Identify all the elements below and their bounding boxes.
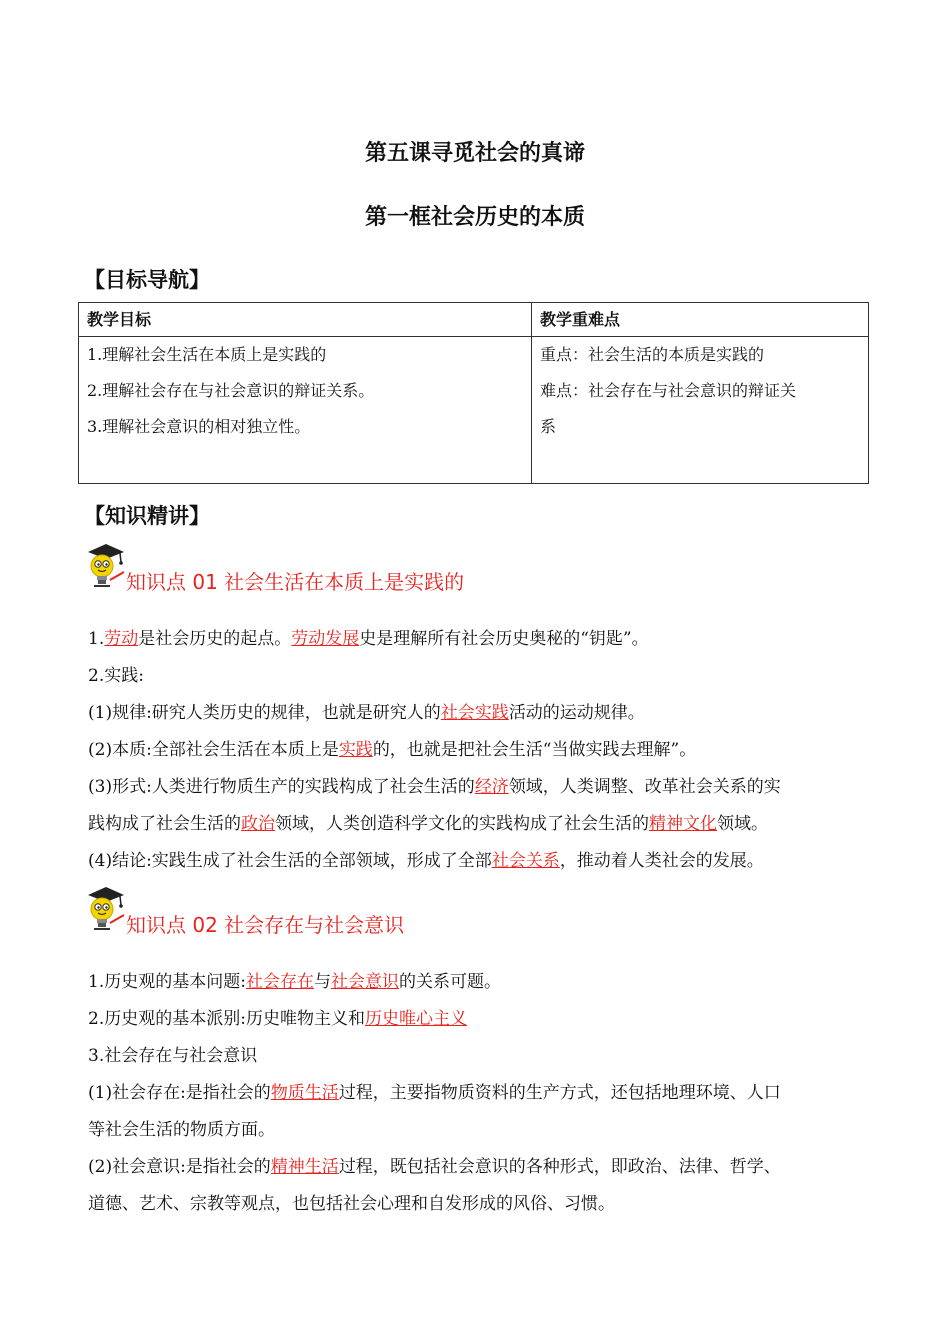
highlighted-term: 精神生活 — [270, 1157, 339, 1177]
section-knowledge-heading: 【知识精讲】 — [84, 504, 210, 528]
lesson-title: 第五课寻觅社会的真谛 — [364, 141, 585, 166]
goals-table — [78, 302, 869, 484]
text-run: 领域，人类创造科学文化的实践构成了社会生活的 — [275, 814, 649, 834]
text-run: 是社会历史的起点。 — [138, 629, 292, 649]
keypoint-item: 系 — [540, 417, 557, 436]
paragraph-line — [88, 843, 868, 880]
kp1-title: 知识点 01 社会生活在本质上是实践的 — [126, 570, 465, 594]
text-run: 领域。 — [717, 814, 768, 834]
text-run: 2.历史观的基本派别:历史唯物主义和 — [88, 1009, 365, 1029]
kp1-body — [88, 621, 868, 880]
text-run: 1. — [88, 629, 105, 649]
paragraph-line — [88, 964, 868, 1001]
highlighted-term: 经济 — [474, 777, 509, 797]
paragraph-line — [88, 1001, 868, 1038]
keypoints-cell — [532, 337, 869, 484]
keypoint-item: 难点：社会存在与社会意识的辩证关 — [540, 381, 797, 400]
paragraph-line — [88, 806, 868, 843]
text-run: (3)形式:人类进行物质生产的实践构成了社会生活的 — [88, 777, 475, 797]
text-run: 的关系可题。 — [398, 972, 501, 992]
text-run: 2.实践: — [88, 666, 144, 686]
text-run: (4)结论:实践生成了社会生活的全部领域，形成了全部 — [88, 851, 492, 871]
paragraph-line — [88, 769, 868, 806]
paragraph-line — [88, 621, 868, 658]
paragraph-line — [88, 1075, 868, 1112]
highlighted-term: 精神文化 — [649, 814, 717, 834]
paragraph-line — [88, 1038, 868, 1075]
highlighted-term: 社会关系 — [491, 851, 560, 871]
goals-header-objectives: 教学目标 — [79, 303, 532, 337]
text-run: 等社会生活的物质方面。 — [88, 1120, 275, 1140]
text-run: 3.社会存在与社会意识 — [88, 1046, 258, 1066]
text-run: 史是理解所有社会历史奥秘的“钥匙”。 — [359, 629, 649, 649]
graduate-lightbulb-icon — [84, 883, 128, 935]
highlighted-term: 社会实践 — [440, 703, 509, 723]
text-run: 过程，主要指物质资料的生产方式，还包括地理环境、人口 — [338, 1083, 781, 1103]
section-goals-heading: 【目标导航】 — [84, 268, 210, 292]
paragraph-line — [88, 1112, 868, 1149]
text-run: 道德、艺术、宗教等观点，也包括社会心理和自发形成的风俗、习惯。 — [88, 1194, 615, 1214]
goals-header-keypoints: 教学重难点 — [532, 303, 869, 337]
text-run: 的，也就是把社会生活“当做实践去理解”。 — [372, 740, 697, 760]
text-run: 领域，人类调整、改革社会关系的实 — [508, 777, 781, 797]
kp2-title: 知识点 02 社会存在与社会意识 — [126, 913, 405, 937]
highlighted-term: 历史唯心主义 — [364, 1009, 467, 1029]
kp2-body — [88, 964, 868, 1223]
text-run: (2)社会意识:是指社会的 — [88, 1157, 271, 1177]
highlighted-term: 劳动发展 — [291, 629, 360, 649]
text-run: 践构成了社会生活的 — [88, 814, 241, 834]
text-run: 过程，既包括社会意识的各种形式，即政治、法律、哲学、 — [338, 1157, 781, 1177]
keypoint-item: 重点：社会生活的本质是实践的 — [540, 345, 765, 364]
paragraph-line — [88, 695, 868, 732]
highlighted-term: 政治 — [241, 814, 275, 834]
frame-title: 第一框社会历史的本质 — [364, 205, 585, 230]
objective-item: 2.理解社会存在与社会意识的辩证关系。 — [87, 381, 375, 400]
paragraph-line — [88, 1186, 868, 1223]
text-run: 1.历史观的基本问题: — [88, 972, 246, 992]
highlighted-term: 物质生活 — [270, 1083, 339, 1103]
objective-item: 1.理解社会生活在本质上是实践的 — [87, 345, 327, 364]
text-run: 与 — [313, 972, 331, 992]
highlighted-term: 劳动 — [104, 629, 139, 649]
objective-item: 3.理解社会意识的相对独立性。 — [87, 417, 311, 436]
paragraph-line — [88, 1149, 868, 1186]
text-run: (2)本质:全部社会生活在本质上是 — [88, 740, 339, 760]
highlighted-term: 实践 — [338, 740, 373, 760]
graduate-lightbulb-icon — [84, 540, 128, 592]
text-run: (1)规律:研究人类历史的规律，也就是研究人的 — [88, 703, 441, 723]
text-run: ，推动着人类社会的发展。 — [559, 851, 764, 871]
paragraph-line — [88, 732, 868, 769]
paragraph-line — [88, 658, 868, 695]
text-run: (1)社会存在:是指社会的 — [88, 1083, 271, 1103]
objectives-cell — [79, 337, 532, 484]
highlighted-term: 社会存在 — [245, 972, 314, 992]
text-run: 活动的运动规律。 — [508, 703, 645, 723]
highlighted-term: 社会意识 — [330, 972, 399, 992]
